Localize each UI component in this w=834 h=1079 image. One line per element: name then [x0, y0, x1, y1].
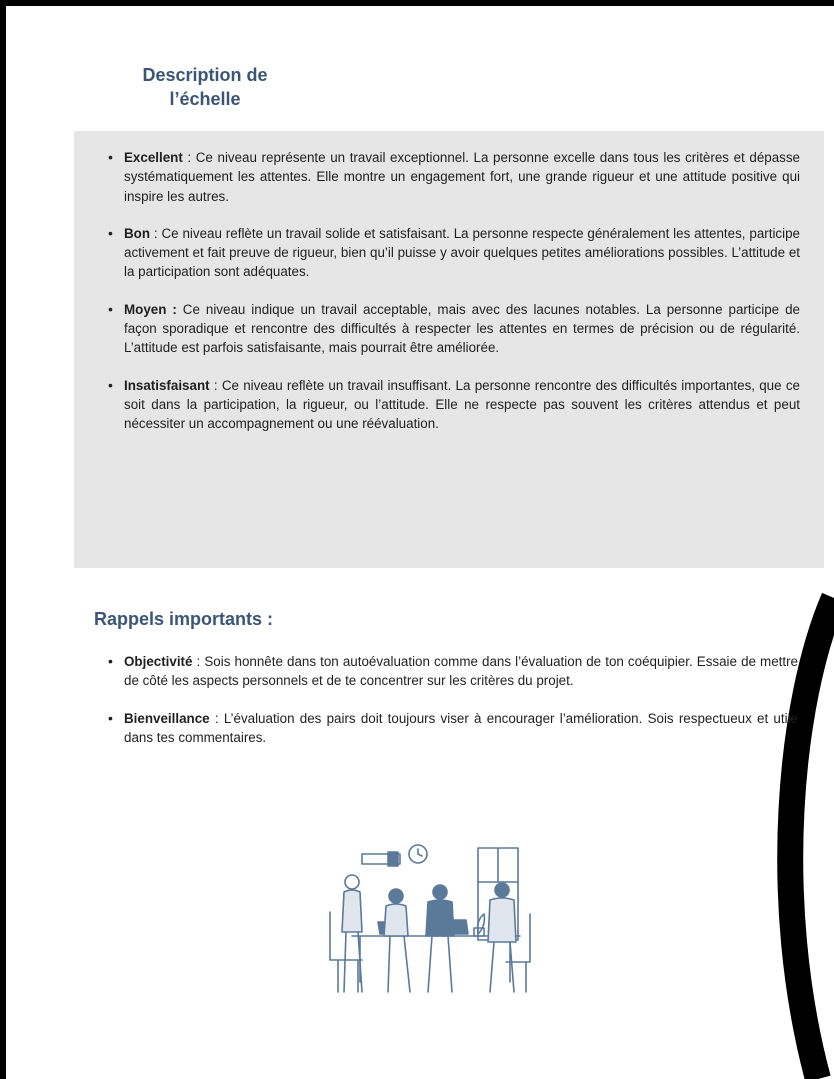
team-meeting-illustration-icon — [300, 842, 560, 1012]
scale-term: Insatisfaisant — [124, 377, 210, 393]
reminder-text: L’évaluation des pairs doit toujours viser à encourager l’amélioration. Sois respectueux et utile dans tes commentaires. — [124, 710, 798, 745]
scale-item-insatisfaisant — [124, 376, 800, 434]
scale-text: Ce niveau reflète un travail solide et satisfaisant. La personne respecte généralement les attentes, participe activement et fait preuve de rigueur, bien qu’il puisse y avoir quelques petites améliorations possibles. L’attitude et la participation sont adéquates. — [124, 225, 800, 280]
scale-description-box — [74, 131, 824, 568]
scale-item-excellent — [124, 148, 800, 206]
scale-item-moyen — [124, 300, 800, 358]
scale-section-title — [120, 63, 290, 111]
scale-term: Excellent — [124, 150, 183, 165]
scale-text: Ce niveau reflète un travail insuffisant. La personne rencontre des difficultés importantes, que ce soit dans la participation, la rigueur, ou l’attitude. Elle ne respecte pas souvent les critères attendus et peut nécessiter un accompagnement ou une réévaluation. — [124, 377, 800, 432]
reminders-list — [124, 652, 798, 747]
scale-text: Ce niveau représente un travail exceptionnel. La personne excelle dans tous les critères et dépasse systématiquement les attentes. Elle montre un engagement fort, une grande rigueur et une attitude positive qui inspire les autres. — [124, 150, 800, 204]
reminder-item-bienveillance — [124, 709, 798, 748]
scale-title-line1: Description de — [142, 65, 268, 85]
scale-sep: : — [150, 225, 162, 241]
scale-list — [124, 148, 800, 434]
scale-term: Bon — [124, 225, 151, 241]
scale-item-bon — [124, 224, 800, 282]
scale-title-line2: l’échelle — [169, 89, 241, 109]
scale-term: Moyen : — [124, 301, 177, 317]
scale-text: Ce niveau indique un travail acceptable, mais avec des lacunes notables. La personne participe de façon sporadique et rencontre des difficultés à respecter les attentes en termes de précision ou de régularité. L’attitude est parfois satisfaisante, mais pourrait être améliorée. — [124, 301, 800, 356]
reminder-term: Objectivité — [124, 654, 193, 669]
reminders-list-wrap — [124, 652, 798, 765]
scale-sep: : — [209, 377, 222, 393]
reminder-term: Bienveillance — [124, 710, 210, 726]
reminder-sep: : — [192, 654, 205, 669]
reminders-section-title: Rappels importants : — [94, 609, 274, 629]
reminder-sep: : — [209, 710, 224, 726]
scale-sep: : — [182, 150, 196, 165]
reminder-item-objectivite — [124, 652, 798, 691]
reminder-text: Sois honnête dans ton autoévaluation comme dans l’évaluation de ton coéquipier. Essaie de mettre de côté les aspects personnels et de te concentrer sur les critères du projet. — [124, 654, 798, 689]
